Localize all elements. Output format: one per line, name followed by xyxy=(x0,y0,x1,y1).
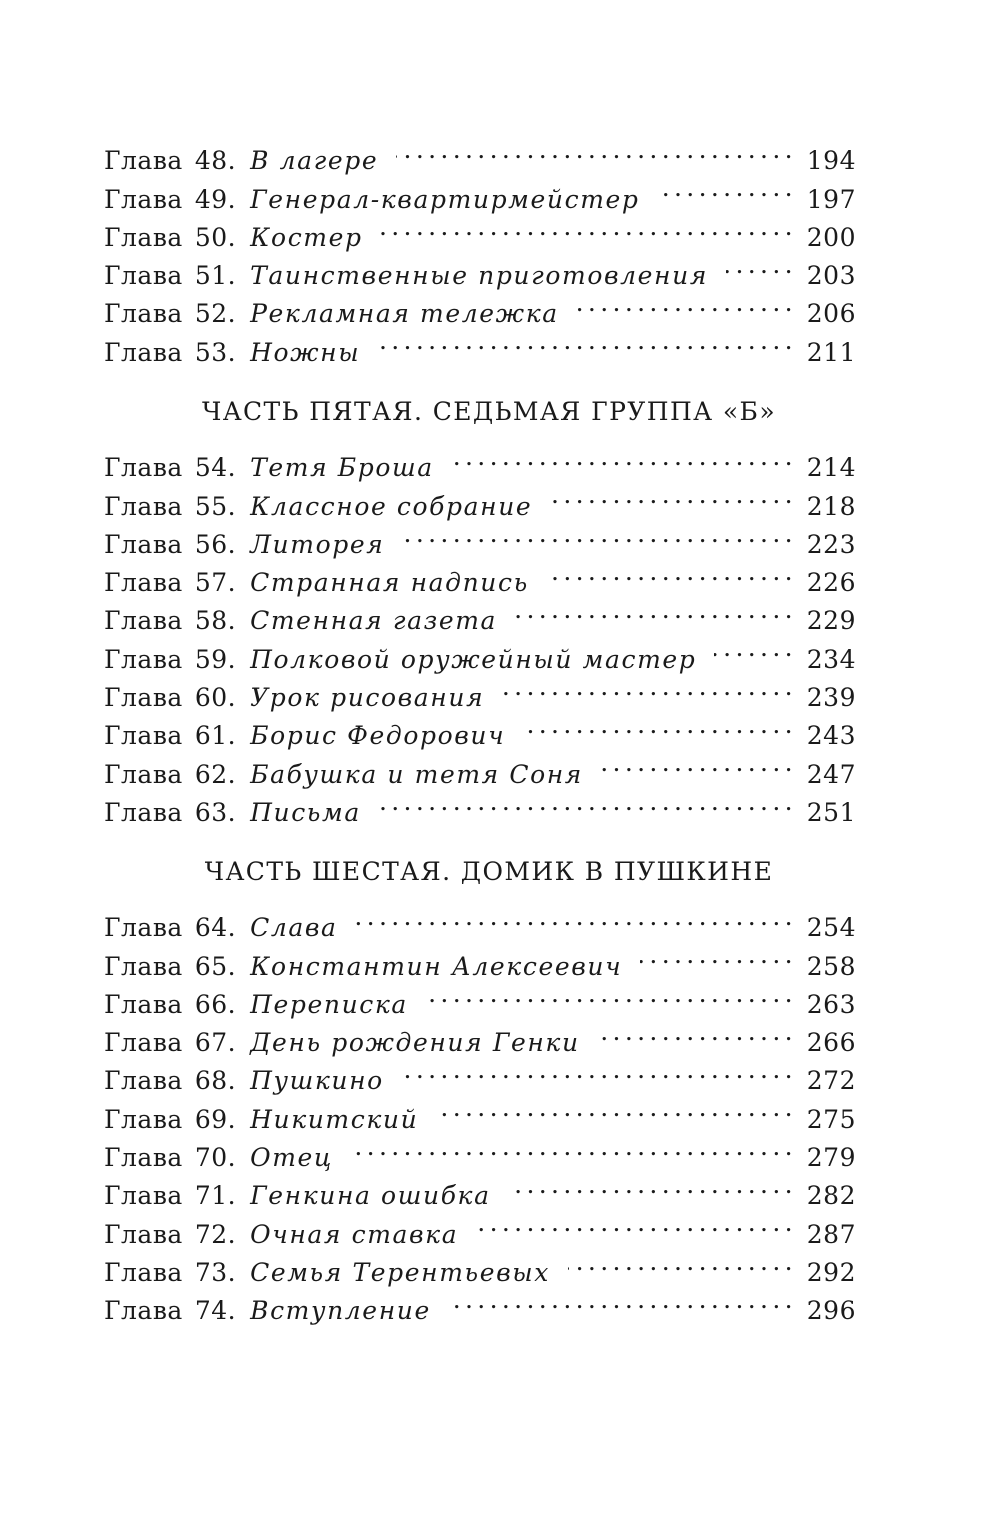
dot-leader xyxy=(379,783,791,821)
chapter-number: 55. xyxy=(194,491,237,521)
chapter-label: Глава xyxy=(104,797,183,827)
chapter-title: Генкина ошибка xyxy=(250,1181,491,1211)
toc-entry xyxy=(104,898,856,943)
chapter-number: 71. xyxy=(194,1181,237,1211)
chapter-title: Литорея xyxy=(250,529,385,559)
chapter-title: Письма xyxy=(250,797,361,827)
chapter-title: Переписка xyxy=(250,989,408,1019)
chapter-title: Константин Алексеевич xyxy=(250,951,623,981)
dot-leader xyxy=(378,322,791,360)
part-five-heading: ЧАСТЬ ПЯТАЯ. СЕДЬМАЯ ГРУППА «Б» xyxy=(201,397,777,426)
chapter-title: Бабушка и тетя Соня xyxy=(250,759,583,789)
chapter-label: Глава xyxy=(104,759,183,789)
chapter-title: Таинственные приготовления xyxy=(250,261,708,291)
chapter-number: 66. xyxy=(194,989,237,1019)
chapter-title: Семья Терентьевых xyxy=(250,1257,550,1287)
chapter-number: 68. xyxy=(194,1066,237,1096)
chapter-label: Глава xyxy=(104,683,183,713)
dot-leader xyxy=(502,668,791,706)
chapter-label: Глава xyxy=(104,491,183,521)
chapter-label: Глава xyxy=(104,951,183,981)
dot-leader xyxy=(568,1243,791,1281)
dot-leader xyxy=(402,515,790,553)
chapter-title: В лагере xyxy=(250,146,379,176)
dot-leader xyxy=(476,1204,791,1242)
toc-entry xyxy=(104,131,856,176)
chapter-number: 67. xyxy=(194,1028,237,1058)
page-number: 194 xyxy=(806,146,856,176)
chapter-title: Очная ставка xyxy=(250,1219,459,1249)
page-number: 226 xyxy=(806,568,856,598)
toc-group-3 xyxy=(104,898,856,1326)
chapter-label: Глава xyxy=(104,1104,183,1134)
chapter-number: 61. xyxy=(194,721,237,751)
chapter-title: Пушкино xyxy=(250,1066,384,1096)
dot-leader xyxy=(577,284,791,322)
chapter-title: Вступление xyxy=(250,1296,431,1326)
chapter-label: Глава xyxy=(104,568,183,598)
page-number: 258 xyxy=(806,951,856,981)
chapter-number: 50. xyxy=(194,222,237,252)
chapter-title: Слава xyxy=(250,913,338,943)
chapter-label: Глава xyxy=(104,1066,183,1096)
dot-leader xyxy=(714,629,790,667)
chapter-title: Стенная газета xyxy=(250,606,498,636)
chapter-number: 65. xyxy=(194,951,237,981)
chapter-label: Глава xyxy=(104,644,183,674)
page-number: 287 xyxy=(806,1219,856,1249)
chapter-number: 54. xyxy=(194,453,237,483)
toc-entry xyxy=(104,438,856,483)
chapter-number: 69. xyxy=(194,1104,237,1134)
chapter-number: 70. xyxy=(194,1143,237,1173)
chapter-label: Глава xyxy=(104,1028,183,1058)
chapter-title: Полковой оружейный мастер xyxy=(250,644,697,674)
chapter-number: 58. xyxy=(194,606,237,636)
dot-leader xyxy=(598,1013,791,1051)
page-number: 197 xyxy=(806,184,856,214)
chapter-label: Глава xyxy=(104,146,183,176)
part-six-heading: ЧАСТЬ ШЕСТАЯ. ДОМИК В ПУШКИНЕ xyxy=(204,857,774,886)
dot-leader xyxy=(550,476,790,514)
page-number: 203 xyxy=(806,261,856,291)
chapter-label: Глава xyxy=(104,337,183,367)
dot-leader xyxy=(402,1051,791,1089)
page-number: 229 xyxy=(806,606,856,636)
chapter-title: Классное собрание xyxy=(250,491,533,521)
chapter-title: Странная надпись xyxy=(250,568,529,598)
dot-leader xyxy=(658,169,791,207)
page-number: 206 xyxy=(806,299,856,329)
page-number: 282 xyxy=(806,1181,856,1211)
dot-leader xyxy=(452,438,791,476)
chapter-label: Глава xyxy=(104,299,183,329)
chapter-label: Глава xyxy=(104,222,183,252)
chapter-title: Костер xyxy=(250,222,363,252)
chapter-label: Глава xyxy=(104,1219,183,1249)
page-number: 200 xyxy=(806,222,856,252)
page-number: 234 xyxy=(806,644,856,674)
chapter-number: 53. xyxy=(194,337,237,367)
chapter-number: 64. xyxy=(194,913,237,943)
dot-leader xyxy=(515,591,791,629)
chapter-label: Глава xyxy=(104,721,183,751)
chapter-label: Глава xyxy=(104,261,183,291)
chapter-title: Тетя Броша xyxy=(250,453,434,483)
page-number: 279 xyxy=(806,1143,856,1173)
chapter-title: Борис Федорович xyxy=(250,721,506,751)
dot-leader xyxy=(640,936,791,974)
page-number: 218 xyxy=(806,491,856,521)
chapter-label: Глава xyxy=(104,1257,183,1287)
page-number: 263 xyxy=(806,989,856,1019)
dot-leader xyxy=(436,1089,791,1127)
dot-leader xyxy=(523,706,791,744)
page-number: 239 xyxy=(806,683,856,713)
chapter-number: 62. xyxy=(194,759,237,789)
chapter-title: Никитский xyxy=(250,1104,419,1134)
page-number: 211 xyxy=(806,337,856,367)
chapter-number: 72. xyxy=(194,1219,237,1249)
chapter-number: 52. xyxy=(194,299,237,329)
chapter-number: 51. xyxy=(194,261,237,291)
chapter-number: 59. xyxy=(194,644,237,674)
dot-leader xyxy=(601,744,791,782)
chapter-number: 56. xyxy=(194,529,237,559)
dot-leader xyxy=(356,898,791,936)
dot-leader xyxy=(509,1166,791,1204)
chapter-number: 63. xyxy=(194,797,237,827)
page-number: 254 xyxy=(806,913,856,943)
chapter-title: Генерал-квартирмейстер xyxy=(250,184,640,214)
chapter-label: Глава xyxy=(104,453,183,483)
dot-leader xyxy=(351,1128,791,1166)
page-number: 266 xyxy=(806,1028,856,1058)
page-number: 292 xyxy=(806,1257,856,1287)
chapter-title: Урок рисования xyxy=(250,683,485,713)
chapter-label: Глава xyxy=(104,606,183,636)
dot-leader xyxy=(381,208,791,246)
dot-leader xyxy=(426,975,791,1013)
chapter-number: 48. xyxy=(194,146,237,176)
dot-leader xyxy=(726,246,791,284)
chapter-number: 74. xyxy=(194,1296,237,1326)
chapter-label: Глава xyxy=(104,913,183,943)
toc-group-2 xyxy=(104,438,856,827)
chapter-number: 49. xyxy=(194,184,237,214)
chapter-title: День рождения Генки xyxy=(250,1028,580,1058)
chapter-title: Отец xyxy=(250,1143,333,1173)
page-number: 247 xyxy=(806,759,856,789)
page-number: 243 xyxy=(806,721,856,751)
chapter-label: Глава xyxy=(104,184,183,214)
chapter-title: Рекламная тележка xyxy=(250,299,559,329)
chapter-number: 60. xyxy=(194,683,237,713)
page-number: 296 xyxy=(806,1296,856,1326)
chapter-title: Ножны xyxy=(250,337,361,367)
toc-group-1 xyxy=(104,131,856,367)
chapter-label: Глава xyxy=(104,989,183,1019)
chapter-label: Глава xyxy=(104,1143,183,1173)
chapter-label: Глава xyxy=(104,1296,183,1326)
page-number: 272 xyxy=(806,1066,856,1096)
dot-leader xyxy=(547,553,791,591)
chapter-number: 57. xyxy=(194,568,237,598)
dot-leader xyxy=(449,1281,791,1319)
page-number: 214 xyxy=(806,453,856,483)
page-number: 223 xyxy=(806,529,856,559)
chapter-label: Глава xyxy=(104,1181,183,1211)
page-number: 251 xyxy=(806,797,856,827)
chapter-label: Глава xyxy=(104,529,183,559)
chapter-number: 73. xyxy=(194,1257,237,1287)
dot-leader xyxy=(396,131,791,169)
page-number: 275 xyxy=(806,1104,856,1134)
